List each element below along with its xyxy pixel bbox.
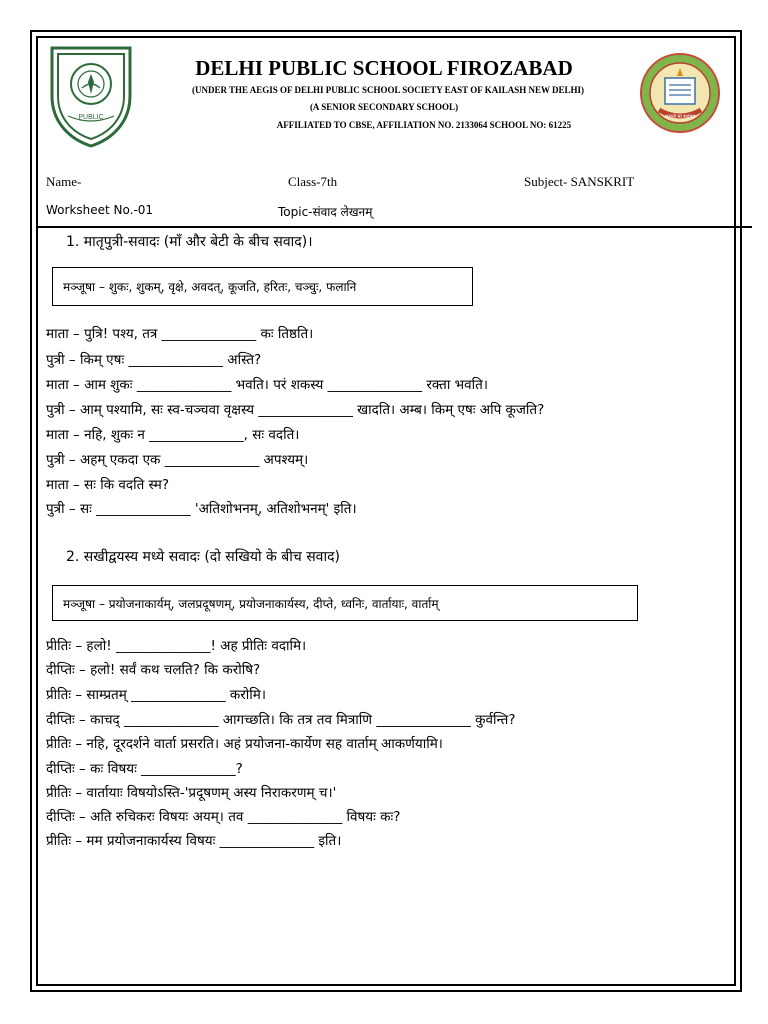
dialogue-line: माता – आम शुकः ______________ भवति। परं शकस्य ______________ रक्ता भवति।: [46, 377, 488, 393]
section2-word-box-text: मञ्जूषा – प्रयोजनाकार्यम्, जलप्रदूषणम्, प्रयोजनाकार्यस्य, दीप्ते, ध्वनिः, वार्तायाः, वार्ताम्: [63, 596, 439, 611]
section2-word-box: [52, 585, 638, 621]
school-type: (A SENIOR SECONDARY SCHOOL): [309, 102, 459, 112]
class-label: Class-7th: [288, 174, 338, 189]
section1-word-box: [52, 267, 473, 306]
dialogue-line: पुत्री – आम् पश्यामि, सः स्व-चञ्चवा वृक्षस्य ______________ खादति। अम्ब। किम् एषः अपि कूजति?: [46, 402, 545, 418]
dialogue-line: पुत्री – सः ______________ 'अतिशोभनम्, अतिशोभनम्' इति।: [46, 501, 357, 517]
dialogue-line: दीप्तिः – कः विषयः ______________?: [46, 761, 243, 777]
section2-heading: 2. सखीद्वयस्य मध्ये सवादः (दो सखियो के बीच सवाद): [66, 549, 340, 565]
school-name: DELHI PUBLIC SCHOOL FIROZABAD: [195, 56, 573, 80]
school-affiliation: AFFILIATED TO CBSE, AFFILIATION NO. 2133064 SCHOOL NO: 61225: [276, 120, 572, 130]
dialogue-line: पुत्री – अहम् एकदा एक ______________ अपश्यम्।: [46, 452, 309, 468]
dialogue-line: प्रीतिः – वार्तायाः विषयोऽस्ति-'प्रदूषणम् अस्य निराकरणम् च।': [46, 785, 337, 801]
dialogue-line: माता – नहि, शुकः न ______________, सः वदति।: [46, 427, 300, 443]
topic-label: Topic-संवाद लेखनम्: [278, 205, 373, 219]
header-divider: [38, 226, 752, 228]
dialogue-line: प्रीतिः – मम प्रयोजनाकार्यस्य विषयः ______________ इति।: [46, 833, 342, 849]
dialogue-line: दीप्तिः – काचद् ______________ आगच्छति। कि तत्र तव मित्राणि ______________ कुर्वन्ति?: [46, 712, 516, 728]
dialogue-line: पुत्री – किम् एषः ______________ अस्ति?: [46, 352, 262, 368]
section1-heading: 1. मातृपुत्री-सवादः (माँ और बेटी के बीच सवाद)।: [66, 234, 313, 250]
dialogue-line: दीप्तिः – हलो! सर्वं कथ चलति? कि करोषि?: [46, 662, 261, 678]
dps-shield-text: PUBLIC: [78, 114, 104, 121]
dialogue-line: माता – पुत्रि! पश्य, तत्र ______________ कः तिष्ठति।: [46, 326, 314, 342]
cbse-seal-motto: असतो मा सद्गमय: [664, 114, 696, 120]
subject-label: Subject- SANSKRIT: [524, 174, 635, 189]
dialogue-line: प्रीतिः – हलो! ______________! अह प्रीतिः वदामि।: [46, 638, 307, 654]
dialogue-line: प्रीतिः – नहि, दूरदर्शने वार्ता प्रसरति। अहं प्रयोजना-कार्येण सह वार्ताम् आकर्णयामि।: [46, 736, 443, 752]
dialogue-line: दीप्तिः – अति रुचिकरः विषयः अयम्। तव ______________ विषयः कः?: [46, 809, 401, 825]
dialogue-line: माता – सः कि वदति स्म?: [46, 477, 170, 493]
section1-word-box-text: मञ्जूषा – शुकः, शुकम्, वृक्षे, अवदत्, कूजति, हरितः, चञ्चुः, फलानि: [63, 280, 357, 294]
school-aegis: (UNDER THE AEGIS OF DELHI PUBLIC SCHOOL SOCIETY EAST OF KAILASH NEW DELHI): [191, 85, 585, 95]
worksheet-number: Worksheet No.-01: [46, 203, 154, 217]
dialogue-line: प्रीतिः – साम्प्रतम् ______________ करोमि।: [46, 687, 266, 703]
name-field-label: Name-: [46, 174, 82, 189]
